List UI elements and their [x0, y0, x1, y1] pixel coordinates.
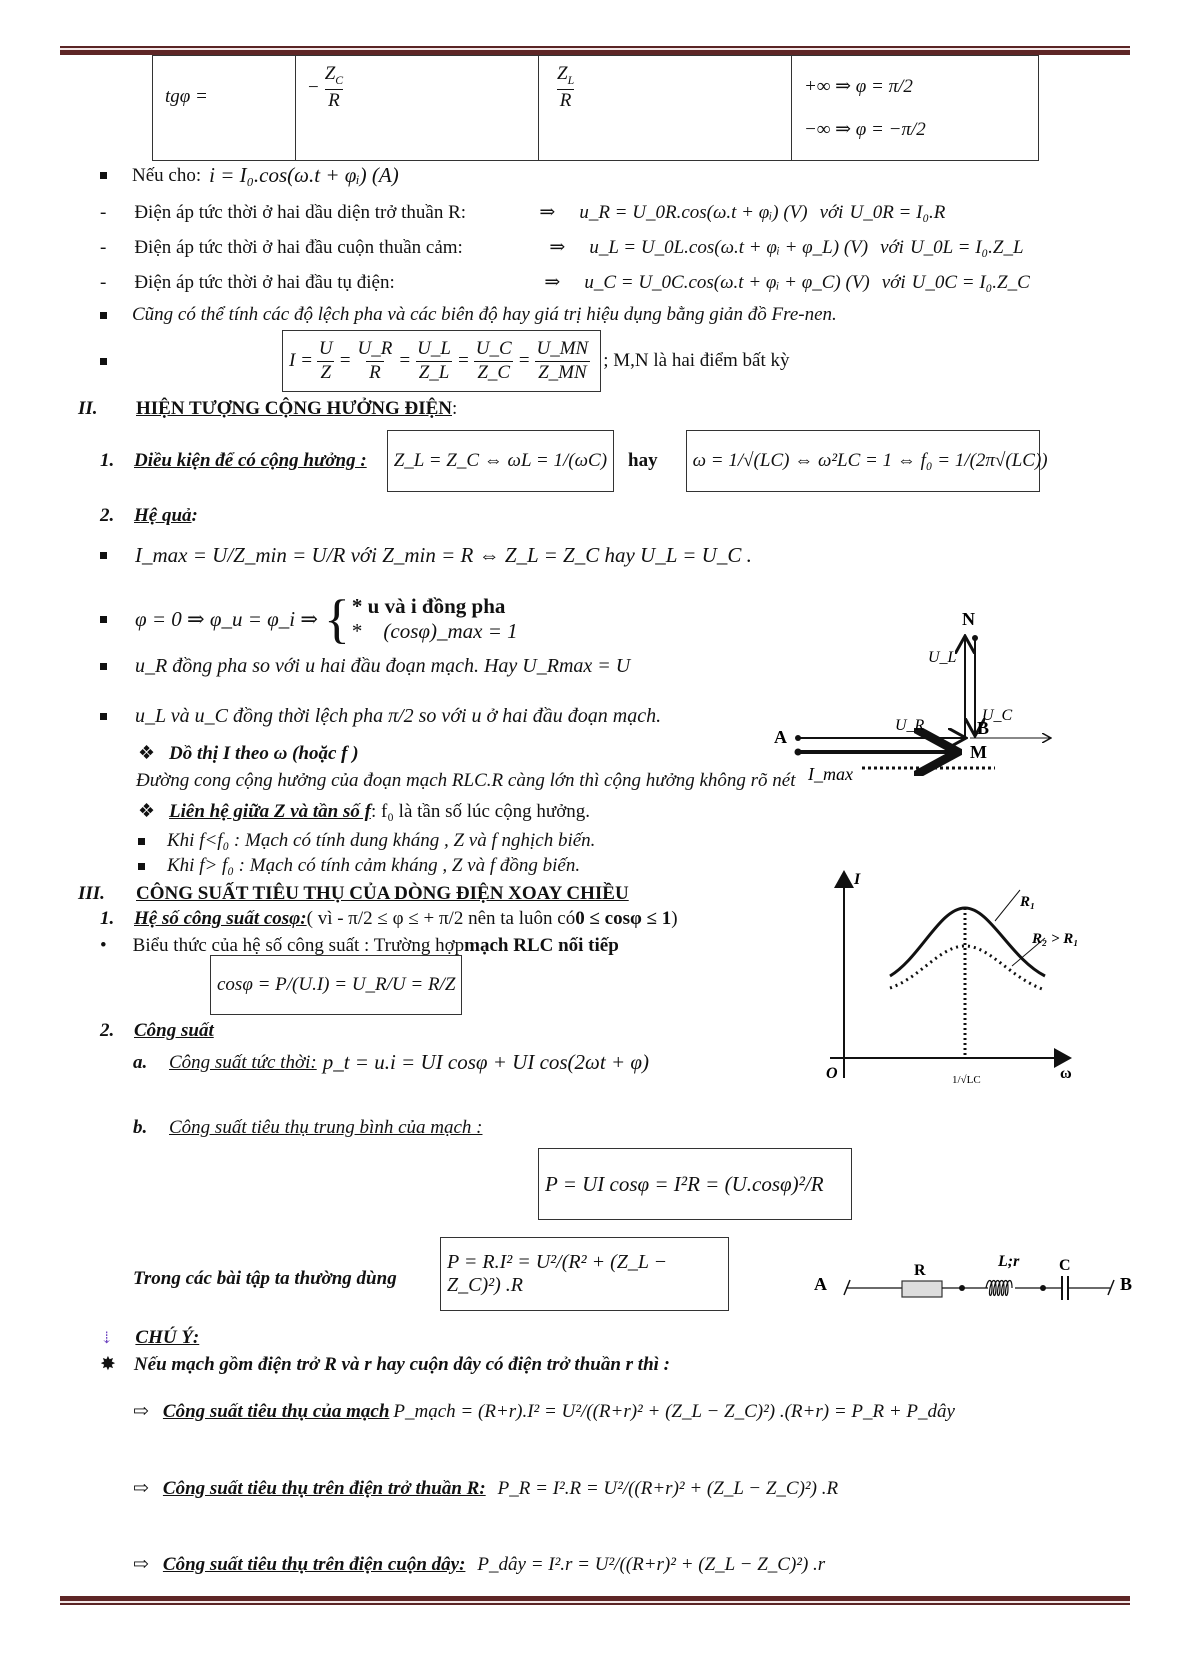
ohm-law-formula: I = $\frac{U}{Z}$ = $\frac{U\_R}{R}$ = $\frac{U\_L}{Z\_L}$ = $\frac{U\_C}{Z\_C}$ = $\frac{U\_MN}{Z\_MN}$: [282, 330, 601, 392]
label-B: B: [977, 718, 990, 738]
imax-line: [100, 543, 752, 568]
square-bullet-icon: [100, 713, 107, 720]
x-axis-label: ω: [1060, 1065, 1072, 1082]
consequence-label: Hệ quả: [134, 505, 192, 526]
power-factor-label: Hệ số công suất cosφ:: [134, 908, 307, 929]
average-power-formula: P = UI cosφ = I²R = (U.cosφ)²/R: [538, 1148, 852, 1220]
y-axis-label: I: [854, 871, 861, 888]
voltage-label: Điện áp tức thời ở hai dầu diện trở thuần R:: [134, 201, 467, 223]
cos-phi-formula: cosφ = P/(U.I) = U_R/U = R/Z: [210, 955, 462, 1015]
rlc-series-text: mạch RLC nối tiếp: [464, 935, 619, 956]
dash-bullet: -: [100, 201, 107, 223]
limit-minus-infinity: −∞ ⇒ φ = −π/2: [804, 119, 926, 140]
graph-label-line: [138, 742, 359, 765]
colon: :: [191, 505, 198, 526]
item-number: 2.: [100, 505, 115, 526]
curly-brace: {: [323, 589, 350, 649]
average-power-label: Công suất tiêu thụ trung bình của mạch :: [169, 1117, 483, 1138]
section-numeral: II.: [78, 398, 98, 419]
fraction-zc-over-r: $\frac{Z_C}{R}$: [324, 63, 344, 111]
square-bullet-icon: [138, 838, 145, 845]
note-item-coil-power: [133, 1553, 825, 1576]
pin-icon: ⇣: [100, 1330, 114, 1347]
pf-expression-intro: Biểu thức của hệ số công suất : Trường hợp: [132, 935, 465, 956]
note-intro: Nếu mạch gồm điện trở R và r hay cuộn dây có điện trở thuần r thì :: [133, 1353, 671, 1375]
minus-sign: −: [308, 76, 319, 98]
power-factor-line: [100, 908, 678, 930]
phase-case-1: u và i đồng pha: [367, 594, 506, 618]
item-letter: b.: [133, 1117, 148, 1138]
average-power-line: [133, 1117, 482, 1139]
resonance-formula-1: Z_L = Z_C ⇔ ωL = 1/(ωC): [387, 430, 614, 492]
ur-in-phase-text: u_R đồng pha so với u hai đầu đoạn mạch. Hay U_Rmax = U: [135, 655, 631, 677]
note-item-label: Công suất tiêu thụ trên điện cuộn dây:: [162, 1553, 466, 1575]
f-greater-text: Khi f> f₀ : Mạch có tính cảm kháng , Z và f đồng biến.: [167, 855, 581, 876]
voltage-line-r: [100, 201, 945, 224]
common-power-formula: P = R.I² = U²/(R² + (Z_L − Z_C)²) .R: [440, 1237, 729, 1311]
label-UC: U_C: [982, 707, 1013, 724]
power-label: Công suất: [134, 1020, 214, 1041]
instantaneous-power-formula: p_t = u.i = UI cosφ + UI cos(2ωt + φ): [322, 1050, 649, 1074]
circuit-label-A: A: [814, 1274, 827, 1294]
label-N: N: [962, 609, 975, 629]
z-f-relation-label: Liên hệ giữa Z và tần số f: [169, 800, 371, 822]
implies-arrow: ⇒: [549, 237, 566, 258]
item-number: 2.: [100, 1020, 115, 1041]
dash-bullet: -: [100, 236, 107, 258]
voltage-formula: u_L = U_0L.cos(ω.t + φᵢ + φ_L) (V): [589, 236, 869, 258]
phasor-diagram: [770, 600, 1080, 810]
note-item-formula: P_R = I².R = U²/((R+r)² + (Z_L − Z_C)²) .R: [497, 1477, 839, 1499]
phase-formula: φ = 0 ⇒ φ_u = φ_i ⇒: [135, 606, 318, 631]
series-label-r2: R₂ > R₁: [1032, 931, 1079, 947]
fraction-zl-over-r: $\frac{Z_L}{R}$: [557, 63, 575, 111]
amplitude-formula: U_0C = I₀.Z_C: [911, 271, 1030, 293]
imax-formula: I_max = U/Z_min = U/R với Z_min = R ⇔ Z_L = Z_C hay U_L = U_C .: [135, 543, 752, 567]
origin-label: O: [826, 1065, 838, 1082]
section-3-heading: [78, 883, 629, 905]
current-intro: Nếu cho:: [132, 164, 202, 186]
circuit-label-B: B: [1120, 1274, 1133, 1294]
section-title: HIỆN TƯỢNG CỘNG HƯỞNG ĐIỆN: [136, 398, 452, 419]
diamond-bullet-icon: ❖: [138, 743, 156, 764]
square-bullet-icon: [100, 552, 107, 559]
note-item-label: Công suất tiêu thụ của mạch: [162, 1400, 390, 1422]
colon: :: [452, 398, 458, 419]
tan-phi-label: tgφ =: [165, 86, 208, 107]
rlc-circuit-diagram: [810, 1250, 1140, 1310]
close-paren: ): [671, 908, 678, 929]
label-M: M: [970, 742, 987, 762]
with-word: với: [880, 236, 904, 258]
voltage-line-l: [100, 236, 1024, 259]
dash-bullet: -: [100, 271, 107, 293]
resonance-formula-2: ω = 1/√(LC) ⇔ ω²LC = 1 ⇔ f₀ = 1/(2π√(LC)): [686, 430, 1040, 492]
tan-phi-table: [152, 55, 1039, 161]
label-Imax: I_max: [808, 764, 853, 784]
note-item-circuit-power: [133, 1400, 955, 1423]
square-bullet-icon: [138, 863, 145, 870]
phase-line: [100, 589, 518, 649]
ohm-law-note: ; M,N là hai điểm bất kỳ: [603, 350, 790, 371]
header-rule: [60, 46, 1130, 55]
voltage-line-c: [100, 271, 1030, 294]
circuit-label-R: R: [914, 1262, 926, 1279]
amplitude-formula: U_0R = I₀.R: [849, 201, 946, 223]
star-bullet-icon: ✸: [100, 1354, 116, 1375]
item-letter: a.: [133, 1051, 148, 1073]
label-UL: U_L: [928, 649, 957, 666]
implies-arrow: ⇒: [544, 272, 561, 293]
arrow-right-icon: ⇨: [133, 1401, 149, 1422]
power-factor-condition: ( vì - π/2 ≤ φ ≤ + π/2 nên ta luôn có: [306, 908, 576, 929]
section-2-heading: [78, 398, 457, 420]
ulc-line: [100, 705, 661, 728]
phase-cases: * u và i đồng pha * (cosφ)_max = 1: [351, 594, 518, 643]
table-label-cell: [153, 56, 296, 161]
note-item-formula: P_mạch = (R+r).I² = U²/((R+r)² + (Z_L − Z_C)²) .(R+r) = P_R + P_dây: [393, 1400, 955, 1422]
inductor-icon: [986, 1281, 1012, 1296]
voltage-formula: u_C = U_0C.cos(ω.t + φᵢ + φ_C) (V): [584, 271, 870, 293]
graph-label: Dồ thị I theo ω (hoặc f ): [169, 742, 359, 764]
voltage-formula: u_R = U_0R.cos(ω.t + φᵢ) (V): [579, 201, 808, 223]
square-bullet-icon: [100, 358, 107, 365]
note-item-resistor-power: [133, 1477, 838, 1500]
consequence-heading: [100, 505, 198, 527]
voltage-label: Điện áp tức thời ở hai đầu tụ điện:: [134, 271, 395, 293]
f-greater-line: [138, 855, 580, 877]
circuit-label-L: L;r: [998, 1253, 1020, 1270]
square-bullet-icon: [100, 663, 107, 670]
table-cell-limits: [792, 56, 1039, 161]
footer-rule: [60, 1596, 1130, 1605]
label-A: A: [774, 727, 787, 747]
note-intro-line: [100, 1353, 670, 1376]
square-bullet-icon: [100, 616, 107, 623]
current-formula: i = I₀.cos(ω.t + φᵢ) (A): [209, 163, 399, 187]
series-label-r1: R₁: [1020, 894, 1036, 910]
fresnel-note-line: [100, 304, 837, 326]
phase-case-2: (cosφ)_max = 1: [383, 619, 518, 643]
z-f-relation-text: : f₀ là tần số lúc cộng hưởng.: [370, 800, 590, 822]
ur-line: [100, 655, 630, 678]
item-number: 1.: [100, 450, 115, 471]
limit-plus-infinity: +∞ ⇒ φ = π/2: [804, 76, 913, 97]
instantaneous-power-label: Công suất tức thời:: [169, 1051, 317, 1073]
note-heading: [100, 1327, 199, 1349]
hay-word: hay: [628, 450, 658, 471]
implies-arrow: ⇒: [539, 202, 556, 223]
fresnel-note: Cũng có thể tính các độ lệch pha và các biên độ hay giá trị hiệu dụng bằng giản đồ Fre-nen.: [132, 304, 837, 325]
with-word: với: [881, 271, 906, 293]
current-line: [100, 163, 399, 188]
instantaneous-power-line: [133, 1050, 649, 1075]
resonance-condition-line: [100, 430, 1048, 492]
x-tick-label: 1/√LC: [952, 1074, 981, 1086]
f-less-line: [138, 830, 595, 852]
resistor-icon: [902, 1281, 942, 1297]
ohm-law-line: [100, 330, 790, 392]
power-factor-range: 0 ≤ cosφ ≤ 1: [575, 908, 672, 929]
arrow-right-icon: ⇨: [133, 1554, 149, 1575]
square-bullet-icon: [100, 172, 107, 179]
arrow-right-icon: ⇨: [133, 1478, 149, 1499]
table-cell-inductive: [539, 56, 792, 161]
f-less-text: Khi f<f₀ : Mạch có tính dung kháng , Z và f nghịch biến.: [167, 830, 596, 851]
common-power-line: [133, 1268, 397, 1290]
table-cell-capacitive: [296, 56, 539, 161]
common-formula-label: Trong các bài tập ta thường dùng: [133, 1268, 397, 1289]
resonance-curve-chart: [826, 868, 1140, 1098]
circuit-label-C: C: [1059, 1257, 1071, 1274]
voltage-label: Điện áp tức thời ở hai đầu cuộn thuần cảm:: [134, 236, 463, 258]
round-bullet-icon: •: [100, 935, 107, 956]
item-number: 1.: [100, 908, 115, 929]
note-title: CHÚ Ý:: [135, 1327, 200, 1348]
note-item-label: Công suất tiêu thụ trên điện trở thuần R:: [162, 1477, 486, 1499]
resonance-condition-label: Diều kiện để có cộng hưởng :: [134, 450, 367, 471]
amplitude-formula: U_0L = I₀.Z_L: [909, 236, 1024, 258]
power-heading: [100, 1020, 214, 1042]
z-f-relation-line: [138, 800, 590, 823]
diamond-bullet-icon: ❖: [138, 801, 156, 822]
with-word: với: [819, 201, 844, 223]
section-title: CÔNG SUẤT TIÊU THỤ CỦA DÒNG ĐIỆN XOAY CHIỀU: [136, 883, 629, 904]
pf-expression-line: [100, 935, 619, 957]
curve-note: Đường cong cộng hưởng của đoạn mạch RLC.R càng lớn thì cộng hưởng không rõ nét: [136, 770, 796, 791]
ulc-phase-text: u_L và u_C đồng thời lệch pha π/2 so với u ở hai đầu đoạn mạch.: [135, 705, 662, 727]
square-bullet-icon: [100, 312, 107, 319]
note-item-formula: P_dây = I².r = U²/((R+r)² + (Z_L − Z_C)²) .r: [477, 1553, 826, 1575]
section-numeral: III.: [78, 883, 105, 904]
label-UR: U_R: [895, 717, 925, 734]
